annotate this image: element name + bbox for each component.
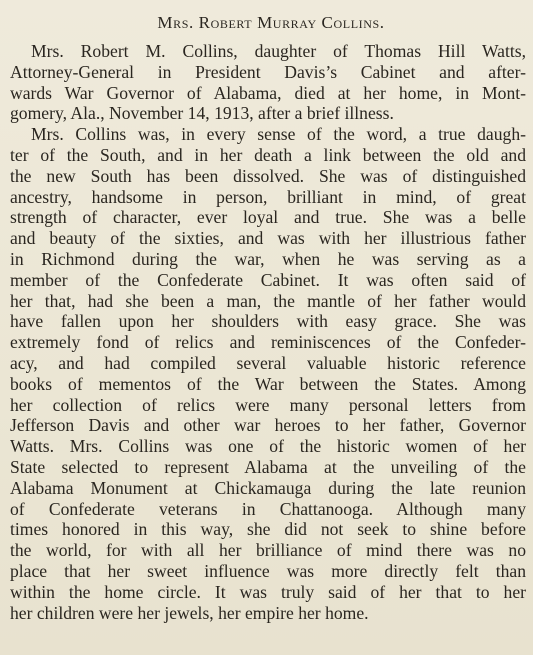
article-line: Attorney-General in President Davis’s Cabinet and after- <box>10 61 526 82</box>
article-line: her children were her jewels, her empire her home. <box>10 602 369 623</box>
article-line: Alabama Monument at Chickamauga during the late reunion <box>10 477 526 498</box>
article-line: Watts. Mrs. Collins was one of the historic women of her <box>10 436 526 457</box>
article-line: place that her sweet influence was more directly felt than <box>10 560 526 581</box>
article-line: within the home circle. It was truly said of her that to her <box>10 581 526 602</box>
article-line: member of the Confederate Cabinet. It was often said of <box>10 269 526 290</box>
article-line: Mrs. Robert M. Collins, daughter of Thomas Hill Watts, <box>31 41 526 61</box>
article-line: the new South has been dissolved. She was of distinguished <box>10 165 526 186</box>
article-line: her that, had she been a man, the mantle of her father would <box>10 290 526 311</box>
article-line: and beauty of the sixties, and was with her illustrious father <box>10 228 526 249</box>
article-line: extremely fond of relics and reminiscences of the Confeder- <box>10 332 526 353</box>
article-line: the world, for with all her brilliance of mind there was no <box>10 540 526 561</box>
article-title: Mrs. Robert Murray Collins. <box>157 13 385 32</box>
article-line: wards War Governor of Alabama, died at her home, in Mont- <box>10 82 526 103</box>
article-line: of Confederate veterans in Chattanooga. Although many <box>10 498 526 519</box>
article-line: Jefferson Davis and other war heroes to her father, Governor <box>10 415 526 436</box>
article-body <box>10 41 526 623</box>
article-line: ter of the South, and in her death a link between the old and <box>10 144 526 165</box>
article-line: strength of character, ever loyal and true. She was a belle <box>10 207 526 228</box>
article-line: have fallen upon her shoulders with easy grace. She was <box>10 311 526 332</box>
article-line: times honored in this way, she did not seek to shine before <box>10 519 526 540</box>
article-line: State selected to represent Alabama at the unveiling of the <box>10 456 526 477</box>
article-line: ancestry, handsome in person, brilliant in mind, of great <box>10 186 526 207</box>
article-line: Mrs. Collins was, in every sense of the word, a true daugh- <box>31 124 526 145</box>
article-line: books of mementos of the War between the States. Among <box>10 373 526 394</box>
article-line: her collection of relics were many personal letters from <box>10 394 526 415</box>
article-line: acy, and had compiled several valuable historic reference <box>10 352 526 373</box>
article-line: in Richmond during the war, when he was serving as a <box>10 248 526 269</box>
article-line: gomery, Ala., November 14, 1913, after a brief illness. <box>10 103 394 124</box>
